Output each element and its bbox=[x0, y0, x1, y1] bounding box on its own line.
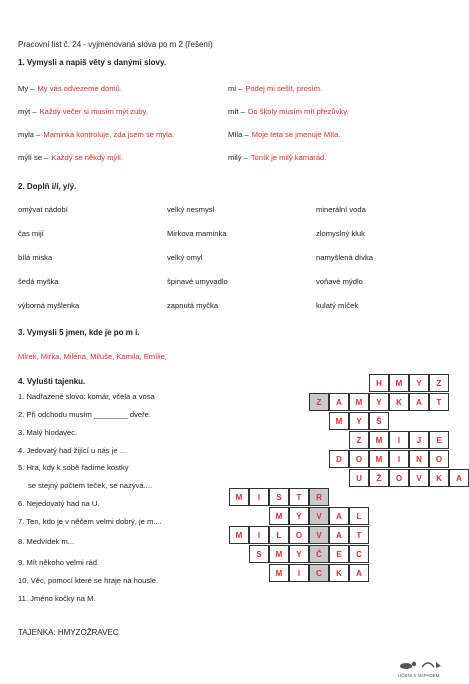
crossword-cell: S bbox=[249, 545, 269, 563]
crossword-key-cell: V bbox=[309, 507, 329, 525]
crossword-cell: M bbox=[229, 488, 249, 506]
crossword-cell: Ý bbox=[289, 507, 309, 525]
task1-sentence: Do školy musím mít přezůvky. bbox=[247, 107, 349, 116]
crossword-clue: 5. Hra, kdy k sobě řadíme kostky bbox=[18, 463, 129, 472]
crossword-cell: O bbox=[429, 450, 449, 468]
task1-item bbox=[18, 153, 123, 162]
task1-item bbox=[18, 107, 148, 116]
crossword-cell: A bbox=[329, 393, 349, 411]
crossword-clue: 10. Věc, pomocí které se hraje na housle. bbox=[18, 576, 159, 585]
crossword-cell: Ž bbox=[369, 469, 389, 487]
crossword-clue: 2. Při odchodu musím ________ dveře. bbox=[18, 410, 151, 419]
crossword-cell: O bbox=[389, 469, 409, 487]
task1-sentence: Podej mi sešit, prosím. bbox=[245, 84, 323, 93]
crossword-clue: 8. Medvídek m... bbox=[18, 537, 75, 546]
task1-item bbox=[228, 153, 326, 162]
crossword-key-cell: Č bbox=[309, 545, 329, 563]
crossword-cell: Š bbox=[369, 412, 389, 430]
task1-word: milý – bbox=[228, 153, 248, 162]
crossword-cell: Y bbox=[289, 545, 309, 563]
crossword-cell: U bbox=[349, 469, 369, 487]
task2-word: kulatý míček bbox=[316, 301, 359, 310]
crossword-cell: M bbox=[329, 412, 349, 430]
crossword-cell: Z bbox=[349, 431, 369, 449]
crossword-cell: M bbox=[389, 374, 409, 392]
crossword-key-cell: Z bbox=[309, 393, 329, 411]
crossword-cell: D bbox=[329, 450, 349, 468]
crossword-cell: M bbox=[269, 507, 289, 525]
crossword-clue: 7. Ten, kdo je v něčem velmi dobrý, je m.... bbox=[18, 517, 162, 526]
crossword-cell: Y bbox=[409, 374, 429, 392]
crossword-cell: L bbox=[269, 526, 289, 544]
task1-sentence: My vás odvezeme domů. bbox=[37, 84, 122, 93]
task1-item bbox=[228, 130, 340, 139]
task2-word: výborná myšlenka bbox=[18, 301, 80, 310]
crossword-cell: M bbox=[369, 431, 389, 449]
crossword-key-cell: C bbox=[309, 564, 329, 582]
task3-answer: Mirek, Mirka, Milena, Miluše, Kamila, Emílie, bbox=[18, 352, 167, 361]
crossword-clue: 9. Mít někoho velmi rád. bbox=[18, 558, 100, 567]
task3-heading: 3. Vymysli 5 jmen, kde je po m i. bbox=[18, 328, 140, 337]
task2-word: bílá miska bbox=[18, 253, 53, 262]
crossword-cell: A bbox=[329, 507, 349, 525]
crossword-cell: L bbox=[349, 507, 369, 525]
crossword-cell: I bbox=[389, 450, 409, 468]
task2-word: šedá myška bbox=[18, 277, 59, 286]
task1-word: mi – bbox=[228, 84, 243, 93]
crossword-cell: A bbox=[449, 469, 469, 487]
crossword-clue: 3. Malý hlodavec. bbox=[18, 428, 78, 437]
crossword-clue: 6. Nejedovatý had na U. bbox=[18, 499, 100, 508]
task1-item bbox=[228, 107, 349, 116]
crossword-cell: M bbox=[349, 393, 369, 411]
task1-word: myla – bbox=[18, 130, 41, 139]
crossword-cell: A bbox=[349, 564, 369, 582]
crossword-cell: E bbox=[429, 431, 449, 449]
task1-sentence: Každý se někdy mýlí. bbox=[51, 153, 124, 162]
tajenka-answer: TAJENKA: HMYZOŽRAVEC bbox=[18, 628, 119, 637]
worksheet-title: Pracovní list č. 24 - vyjmenovaná slova po m 2 (řešení) bbox=[18, 40, 213, 49]
task1-sentence: Toník je milý kamarád. bbox=[250, 153, 327, 162]
task2-word: omývat nádobí bbox=[18, 205, 68, 214]
logo-text: UČENÍ S NÁPADEM bbox=[398, 673, 440, 678]
task1-word: My – bbox=[18, 84, 35, 93]
task2-word: velký nesmysl bbox=[167, 205, 215, 214]
crossword-clue: 4. Jedovatý had žijící u nás je ... bbox=[18, 446, 127, 455]
task1-heading: 1. Vymysli a napiš věty s danými slovy. bbox=[18, 58, 167, 67]
task2-word: čas mijí bbox=[18, 229, 44, 238]
task1-word: Míla – bbox=[228, 130, 249, 139]
crossword-key-cell: R bbox=[309, 488, 329, 506]
crossword-cell: M bbox=[269, 545, 289, 563]
crossword-cell: T bbox=[349, 526, 369, 544]
task2-word: Mirkova maminka bbox=[167, 229, 227, 238]
crossword-cell: K bbox=[429, 469, 449, 487]
crossword-cell: C bbox=[349, 545, 369, 563]
crossword-cell: O bbox=[349, 450, 369, 468]
task1-word: mýt – bbox=[18, 107, 37, 116]
task1-word: mýlí se – bbox=[18, 153, 49, 162]
task4-heading: 4. Vylušti tajenku. bbox=[18, 377, 86, 386]
crossword-clue: se stejný počtem teček, se nazývá.... bbox=[28, 481, 153, 490]
crossword-cell: S bbox=[269, 488, 289, 506]
task1-item bbox=[18, 84, 122, 93]
crossword-cell: M bbox=[229, 526, 249, 544]
task2-word: voňavé mýdlo bbox=[316, 277, 363, 286]
crossword-key-cell: V bbox=[309, 526, 329, 544]
crossword-cell: Z bbox=[429, 374, 449, 392]
task2-word: zlomyslný kluk bbox=[316, 229, 365, 238]
crossword-cell: N bbox=[409, 450, 429, 468]
task2-word: namyšlená dívka bbox=[316, 253, 373, 262]
crossword-cell: K bbox=[389, 393, 409, 411]
crossword-cell: K bbox=[329, 564, 349, 582]
crossword-cell: T bbox=[429, 393, 449, 411]
crossword-cell: M bbox=[269, 564, 289, 582]
task1-sentence: Každý večer si musím mýt zuby. bbox=[39, 107, 148, 116]
crossword-cell: M bbox=[369, 450, 389, 468]
crossword-cell: Y bbox=[369, 393, 389, 411]
task2-word: minerální voda bbox=[316, 205, 366, 214]
crossword-clue: 11. Jméno kočky na M. bbox=[18, 594, 96, 603]
task1-sentence: Maminka kontroluje, zda jsem se myla. bbox=[43, 130, 175, 139]
crossword-clue: 1. Nadřazené slovo: komár, včela a vosa bbox=[18, 392, 155, 401]
task2-heading: 2. Doplň i/í, y/ý. bbox=[18, 182, 77, 191]
crossword-cell: A bbox=[329, 526, 349, 544]
task2-word: velký omyl bbox=[167, 253, 203, 262]
crossword-cell: Y bbox=[349, 412, 369, 430]
crossword-cell: T bbox=[289, 488, 309, 506]
crossword-cell: V bbox=[409, 469, 429, 487]
crossword-cell: A bbox=[409, 393, 429, 411]
crossword-cell: I bbox=[249, 526, 269, 544]
task1-item bbox=[18, 130, 174, 139]
crossword-cell: O bbox=[289, 526, 309, 544]
crossword-cell: E bbox=[329, 545, 349, 563]
crossword-cell: I bbox=[249, 488, 269, 506]
crossword-cell: H bbox=[369, 374, 389, 392]
task1-sentence: Moje teta se jmenuje Míla. bbox=[251, 130, 341, 139]
crossword-cell: I bbox=[289, 564, 309, 582]
task1-word: mít – bbox=[228, 107, 245, 116]
crossword-cell: J bbox=[409, 431, 429, 449]
task1-item bbox=[228, 84, 322, 93]
task2-word: zapnutá myčka bbox=[167, 301, 219, 310]
task2-word: špinavé umyvadlo bbox=[167, 277, 228, 286]
crossword-cell: I bbox=[389, 431, 409, 449]
